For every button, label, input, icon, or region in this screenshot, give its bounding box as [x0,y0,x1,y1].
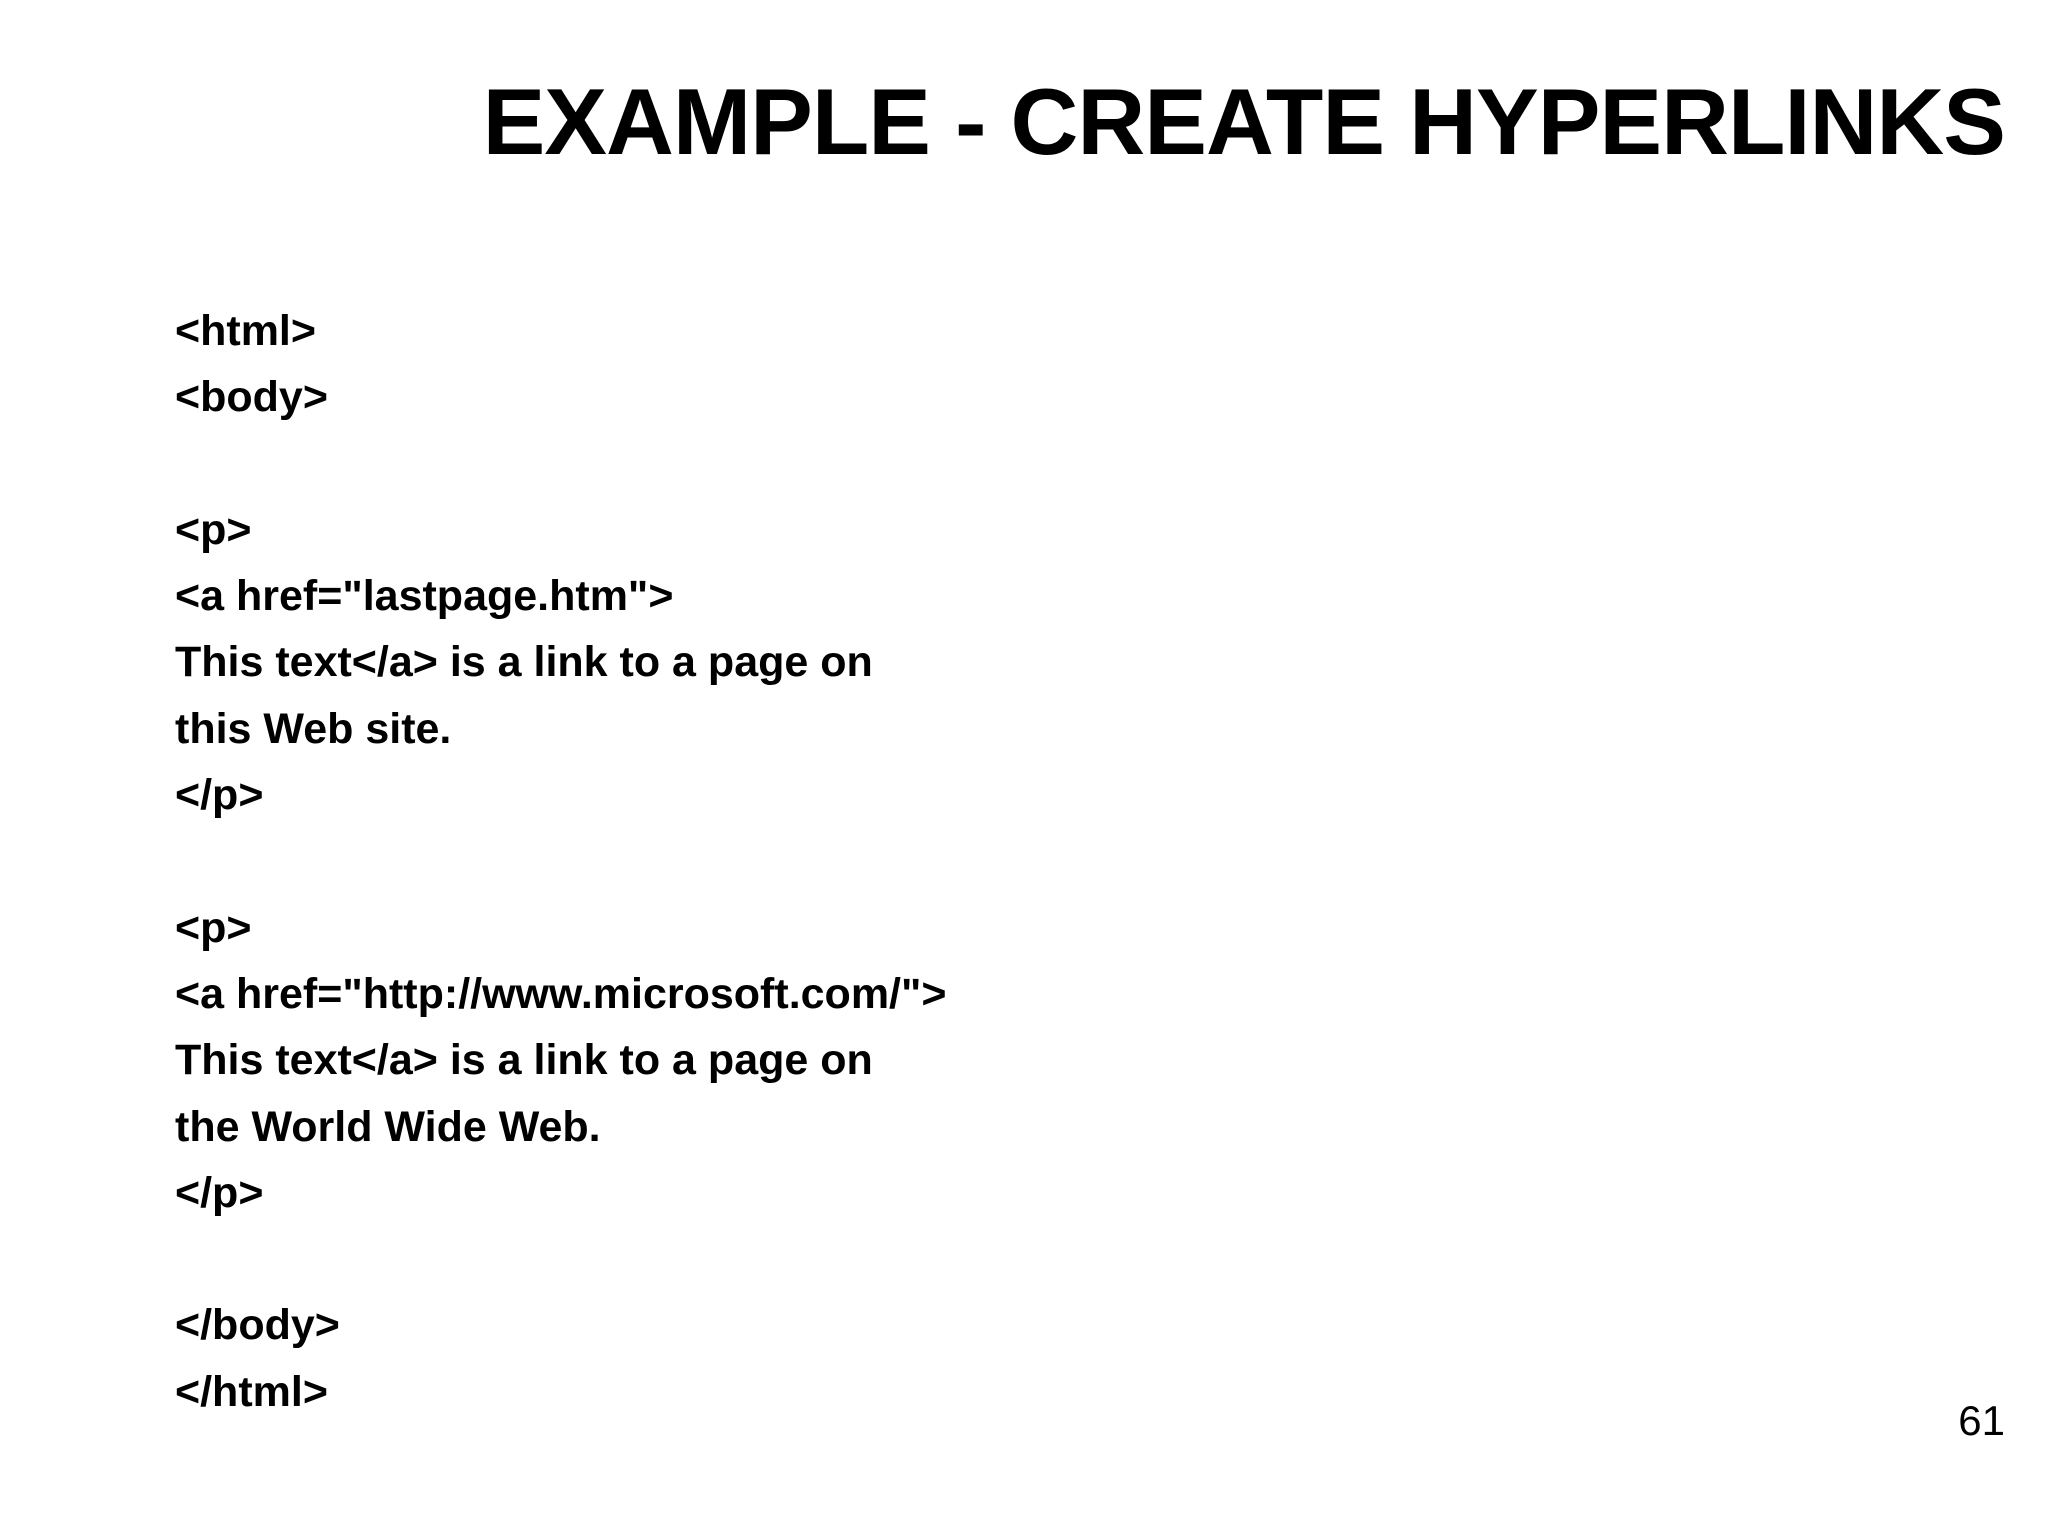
code-line: </p> [175,1168,264,1217]
code-line: </body> [175,1301,340,1350]
slide-title: EXAMPLE - CREATE HYPERLINKS [482,69,2005,174]
code-line: <body> [175,373,328,422]
code-line: </html> [175,1367,328,1416]
page-number: 61 [1958,1397,2005,1444]
code-line-blank [175,828,947,894]
code-line: </p> [175,771,264,820]
code-line: the World Wide Web. [175,1102,601,1151]
code-line: <html> [175,307,316,355]
code-line: <p> [175,903,252,952]
code-line: This text</a> is a link to a page on [175,1036,873,1085]
code-line: <a href="http://www.microsoft.com/"> [175,969,947,1018]
code-line-blank [175,1226,947,1292]
code-line: <a href="lastpage.htm"> [175,572,674,621]
code-line: <p> [175,505,252,554]
code-line-blank [175,431,947,497]
code-line: This text</a> is a link to a page on [175,638,873,687]
code-example [175,298,947,1425]
code-line: this Web site. [175,704,452,753]
